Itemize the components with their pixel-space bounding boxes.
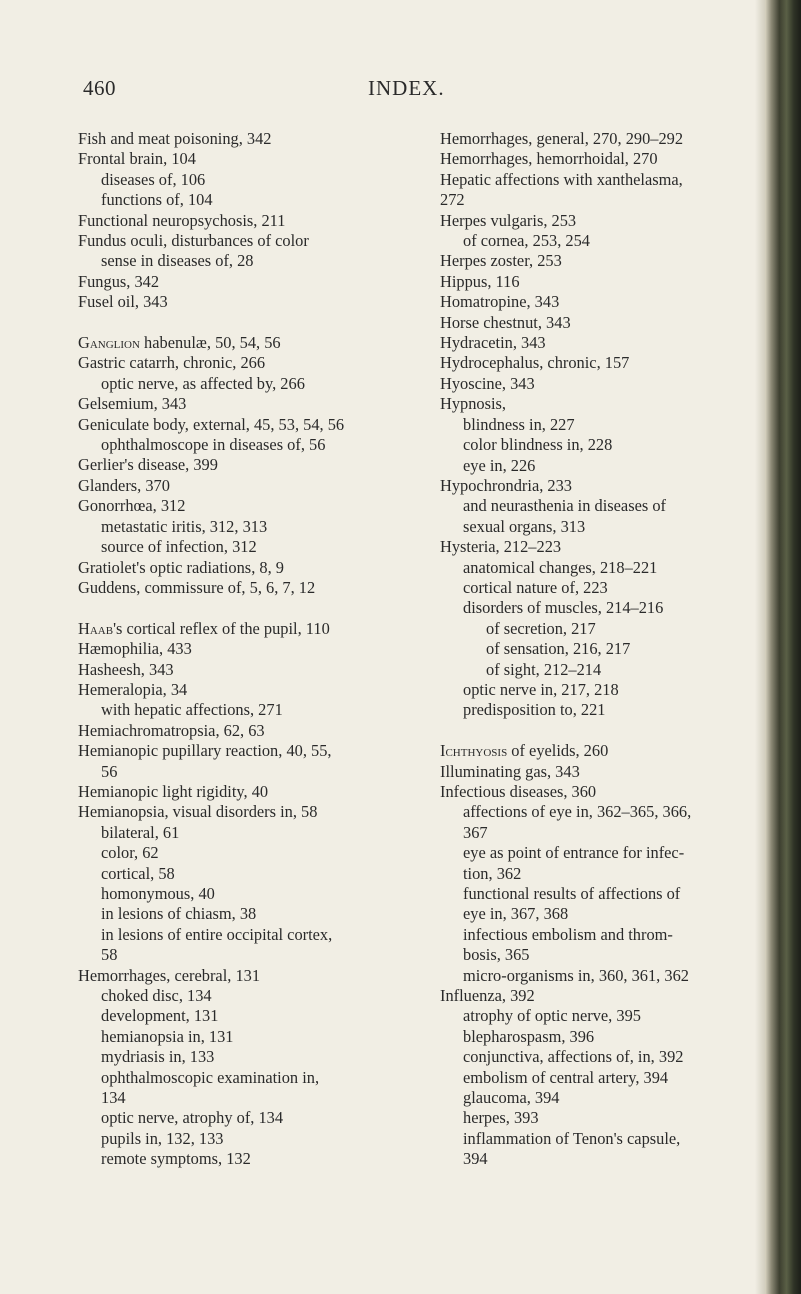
index-entry-text: Glanders, 370: [78, 475, 170, 495]
index-subentry: [440, 1129, 770, 1149]
index-entry-text: atrophy of optic nerve, 395: [463, 1006, 641, 1026]
index-entry-text: bilateral, 61: [101, 822, 180, 842]
index-entry: [440, 149, 770, 169]
index-entry-text: Hemorrhages, cerebral, 131: [78, 965, 261, 985]
index-entry: [440, 374, 770, 394]
index-subentry: [440, 1027, 770, 1047]
index-entry: [440, 741, 770, 761]
index-entry-text: color, 62: [101, 843, 159, 863]
index-column-right: [440, 129, 770, 1170]
index-entry-text: Fusel oil, 343: [78, 292, 168, 312]
index-entry-text: Gonorrhœa, 312: [78, 496, 186, 516]
index-entry-text: Gastric catarrh, chronic, 266: [78, 353, 266, 373]
index-entry-text: 's cortical reflex of the pupil, 110: [113, 618, 330, 638]
index-entry-text: functions of, 104: [101, 190, 213, 210]
index-entry-text: sexual organs, 313: [463, 516, 586, 536]
index-subentry: [78, 1027, 428, 1047]
index-subentry: [440, 925, 770, 945]
index-entry-text: Horse chestnut, 343: [440, 312, 571, 332]
index-entry-text: Hepatic affections with xanthelasma,: [440, 169, 683, 189]
index-entry-text: Homatropine, 343: [440, 292, 560, 312]
index-subentry: [440, 884, 770, 904]
index-entry-text: Gerlier's disease, 399: [78, 455, 218, 475]
index-entry: [78, 966, 428, 986]
index-subentry: [78, 374, 428, 394]
index-entry-text: ophthalmoscope in diseases of, 56: [101, 435, 326, 455]
index-entry-text: affections of eye in, 362–365, 366,: [463, 802, 692, 822]
index-entry: [78, 496, 428, 516]
index-entry: [440, 313, 770, 333]
index-entry-text: Hydrocephalus, chronic, 157: [440, 353, 630, 373]
index-entry: [440, 272, 770, 292]
index-entry: [78, 558, 428, 578]
index-entry: [440, 762, 770, 782]
index-entry-text: Hydracetin, 343: [440, 333, 546, 353]
index-entry-text: glaucoma, 394: [463, 1088, 560, 1108]
index-entry: [440, 292, 770, 312]
index-subentry: [78, 925, 428, 945]
index-entry-text: and neurasthenia in diseases of: [463, 496, 666, 516]
index-entry: [78, 680, 428, 700]
index-entry-text: optic nerve, as affected by, 266: [101, 373, 305, 393]
section-gap: [440, 721, 770, 741]
index-entry-text: Hypochrondria, 233: [440, 475, 573, 495]
index-entry-text: Influenza, 392: [440, 986, 535, 1006]
index-entry-text: Geniculate body, external, 45, 53, 54, 56: [78, 414, 345, 434]
index-subentry: [78, 435, 428, 455]
book-edge: [765, 0, 801, 1294]
index-entry-text: blepharospasm, 396: [463, 1026, 595, 1046]
index-entry: [78, 660, 428, 680]
index-subentry: [78, 884, 428, 904]
index-entry-text: 394: [463, 1149, 488, 1169]
page-number: 460: [83, 76, 116, 100]
index-entry-text: functional results of affections of: [463, 884, 681, 904]
index-subentry: [440, 864, 770, 884]
running-title: INDEX.: [368, 76, 445, 100]
index-entry-text: Infectious diseases, 360: [440, 781, 597, 801]
index-entry-text: with hepatic affections, 271: [101, 700, 283, 720]
index-entry-text: Hemorrhages, hemorrhoidal, 270: [440, 149, 658, 169]
index-entry-text: blindness in, 227: [463, 414, 575, 434]
index-entry-text: remote symptoms, 132: [101, 1149, 251, 1169]
index-subentry: [78, 1149, 428, 1169]
index-subentry: [78, 864, 428, 884]
index-subentry: [78, 517, 428, 537]
index-subentry: [440, 456, 770, 476]
index-subentry: [440, 700, 770, 720]
index-entry-text: Hypnosis,: [440, 394, 507, 414]
section-gap: [78, 598, 428, 618]
index-subentry: [440, 1006, 770, 1026]
page-edge-shadow: [755, 0, 765, 1294]
index-entry-text: Illuminating gas, 343: [440, 761, 580, 781]
index-entry-text: optic nerve in, 217, 218: [463, 679, 619, 699]
index-entry-text: of cornea, 253, 254: [463, 231, 590, 251]
index-entry-text: diseases of, 106: [101, 169, 206, 189]
index-entry: [78, 619, 428, 639]
index-entry-keyword: Ganglion: [78, 333, 140, 353]
index-subentry: [78, 1129, 428, 1149]
index-entry-text: optic nerve, atrophy of, 134: [101, 1108, 284, 1128]
index-entry-text: eye as point of entrance for infec-: [463, 843, 685, 863]
index-entry: [78, 149, 428, 169]
index-entry-text: Hemianopic light rigidity, 40: [78, 781, 269, 801]
index-entry: [78, 292, 428, 312]
index-entry: [78, 476, 428, 496]
index-entry-text: of sight, 212–214: [486, 659, 602, 679]
index-entry-text: 56: [101, 761, 118, 781]
index-entry: [78, 415, 428, 435]
index-entry-text: conjunctiva, affections of, in, 392: [463, 1047, 684, 1067]
index-subentry: [440, 1047, 770, 1067]
index-entry: [440, 333, 770, 353]
page-header: [0, 76, 760, 106]
index-column-left: [78, 129, 428, 1170]
index-entry: [440, 170, 770, 190]
index-entry-text: tion, 362: [463, 863, 522, 883]
index-entry: [440, 394, 770, 414]
index-entry-text: cortical, 58: [101, 863, 175, 883]
index-entry: [78, 741, 428, 761]
index-entry: [78, 333, 428, 353]
index-subentry: [78, 700, 428, 720]
index-subentry: [78, 823, 428, 843]
index-entry-text: Hemianopsia, visual disorders in, 58: [78, 802, 318, 822]
index-entry: [440, 537, 770, 557]
index-entry-text: eye in, 226: [463, 455, 536, 475]
index-subentry: [440, 945, 770, 965]
index-entry-text: Hemorrhages, general, 270, 290–292: [440, 129, 684, 148]
index-entry: [78, 578, 428, 598]
index-entry: [78, 272, 428, 292]
index-subentry: [78, 843, 428, 863]
index-subentry: [78, 945, 428, 965]
index-subentry: [78, 1047, 428, 1067]
index-entry: [78, 353, 428, 373]
index-entry: [440, 986, 770, 1006]
index-entry-text: disorders of muscles, 214–216: [463, 598, 664, 618]
index-subentry: [440, 1108, 770, 1128]
index-subentry: [78, 1006, 428, 1026]
index-entry-text: anatomical changes, 218–221: [463, 557, 658, 577]
index-entry: [440, 353, 770, 373]
index-subentry: [440, 435, 770, 455]
index-subentry: [440, 823, 770, 843]
index-entry-text: inflammation of Tenon's capsule,: [463, 1128, 681, 1148]
index-entry: [78, 455, 428, 475]
index-entry-text: Hemeralopia, 34: [78, 679, 188, 699]
index-entry-text: 367: [463, 822, 488, 842]
index-entry: [78, 639, 428, 659]
index-entry-text: in lesions of entire occipital cortex,: [101, 924, 333, 944]
index-subentry: [78, 1068, 428, 1088]
index-entry-text: cortical nature of, 223: [463, 577, 608, 597]
index-entry-text: 134: [101, 1088, 126, 1108]
index-entry: [78, 211, 428, 231]
index-entry-text: homonymous, 40: [101, 884, 215, 903]
index-entry: [440, 190, 770, 210]
index-entry-text: sense in diseases of, 28: [101, 251, 254, 271]
index-entry-text: ophthalmoscopic examination in,: [101, 1067, 320, 1087]
index-entry: [440, 129, 770, 149]
index-subentry: [78, 986, 428, 1006]
index-subentry: [78, 1108, 428, 1128]
index-subentry: [440, 843, 770, 863]
index-entry-text: micro-organisms in, 360, 361, 362: [463, 965, 689, 985]
index-entry: [78, 231, 428, 251]
index-entry-text: herpes, 393: [463, 1108, 539, 1128]
index-subentry: [440, 966, 770, 986]
index-entry-keyword: Ichthyosis: [440, 741, 508, 761]
index-entry-text: eye in, 367, 368: [463, 904, 569, 924]
index-subentry: [78, 904, 428, 924]
index-entry-text: 58: [101, 945, 118, 965]
index-entry-text: pupils in, 132, 133: [101, 1128, 224, 1148]
index-entry-text: color blindness in, 228: [463, 435, 613, 455]
index-entry-text: embolism of central artery, 394: [463, 1067, 669, 1087]
index-entry-text: source of infection, 312: [101, 537, 257, 557]
index-entry-text: habenulæ, 50, 54, 56: [139, 333, 281, 353]
index-subentry: [440, 904, 770, 924]
index-entry-text: predisposition to, 221: [463, 700, 606, 720]
index-subentry: [78, 1088, 428, 1108]
index-entry-text: 272: [440, 190, 465, 210]
index-entry-text: bosis, 365: [463, 945, 530, 965]
index-entry-text: Hysteria, 212–223: [440, 537, 562, 557]
index-subentry: [440, 231, 770, 251]
index-subentry: [440, 802, 770, 822]
index-entry-text: Herpes vulgaris, 253: [440, 210, 577, 230]
index-entry-text: Fundus oculi, disturbances of color: [78, 231, 309, 251]
index-subentry: [440, 660, 770, 680]
index-entry: [78, 802, 428, 822]
index-entry-text: of eyelids, 260: [507, 741, 609, 761]
index-entry-text: Gratiolet's optic radiations, 8, 9: [78, 557, 284, 577]
index-entry: [440, 782, 770, 802]
index-entry: [78, 721, 428, 741]
index-subentry: [78, 190, 428, 210]
index-subentry: [440, 680, 770, 700]
index-entry-text: choked disc, 134: [101, 986, 212, 1006]
section-gap: [78, 313, 428, 333]
index-entry: [78, 129, 428, 149]
index-subentry: [440, 639, 770, 659]
index-entry-text: Functional neuropsychosis, 211: [78, 210, 286, 230]
index-entry-text: Hippus, 116: [440, 271, 520, 291]
index-entry-text: mydriasis in, 133: [101, 1047, 215, 1067]
index-entry-text: Hemiachromatropsia, 62, 63: [78, 720, 265, 740]
index-entry-text: Hemianopic pupillary reaction, 40, 55,: [78, 741, 332, 761]
index-entry-text: Hasheesh, 343: [78, 659, 174, 679]
index-entry: [78, 782, 428, 802]
index-subentry: [440, 558, 770, 578]
index-entry: [440, 476, 770, 496]
index-entry-text: hemianopsia in, 131: [101, 1026, 234, 1046]
index-entry: [78, 394, 428, 414]
index-entry-keyword: Haab: [78, 618, 114, 638]
index-subentry: [440, 578, 770, 598]
index-subentry: [440, 415, 770, 435]
index-entry-text: of sensation, 216, 217: [486, 639, 631, 659]
index-entry: [440, 251, 770, 271]
index-entry-text: development, 131: [101, 1006, 219, 1026]
index-subentry: [440, 1149, 770, 1169]
index-entry-text: in lesions of chiasm, 38: [101, 904, 257, 924]
index-subentry: [440, 1068, 770, 1088]
index-entry-text: Herpes zoster, 253: [440, 251, 562, 271]
index-subentry: [440, 496, 770, 516]
index-subentry: [440, 619, 770, 639]
index-entry: [440, 211, 770, 231]
index-entry-text: metastatic iritis, 312, 313: [101, 516, 268, 536]
index-entry-text: Fish and meat poisoning, 342: [78, 129, 272, 148]
index-entry-text: Hæmophilia, 433: [78, 639, 192, 659]
index-subentry: [78, 762, 428, 782]
index-entry-text: infectious embolism and throm-: [463, 924, 673, 944]
index-subentry: [440, 517, 770, 537]
index-subentry: [78, 537, 428, 557]
index-subentry: [440, 1088, 770, 1108]
index-subentry: [440, 598, 770, 618]
index-subentry: [78, 170, 428, 190]
index-entry-text: Gelsemium, 343: [78, 394, 187, 414]
index-entry-text: Hyoscine, 343: [440, 373, 535, 393]
index-entry-text: Guddens, commissure of, 5, 6, 7, 12: [78, 577, 316, 597]
index-entry-text: of secretion, 217: [486, 618, 596, 638]
index-entry-text: Fungus, 342: [78, 271, 160, 291]
index-entry-text: Frontal brain, 104: [78, 149, 196, 169]
index-subentry: [78, 251, 428, 271]
